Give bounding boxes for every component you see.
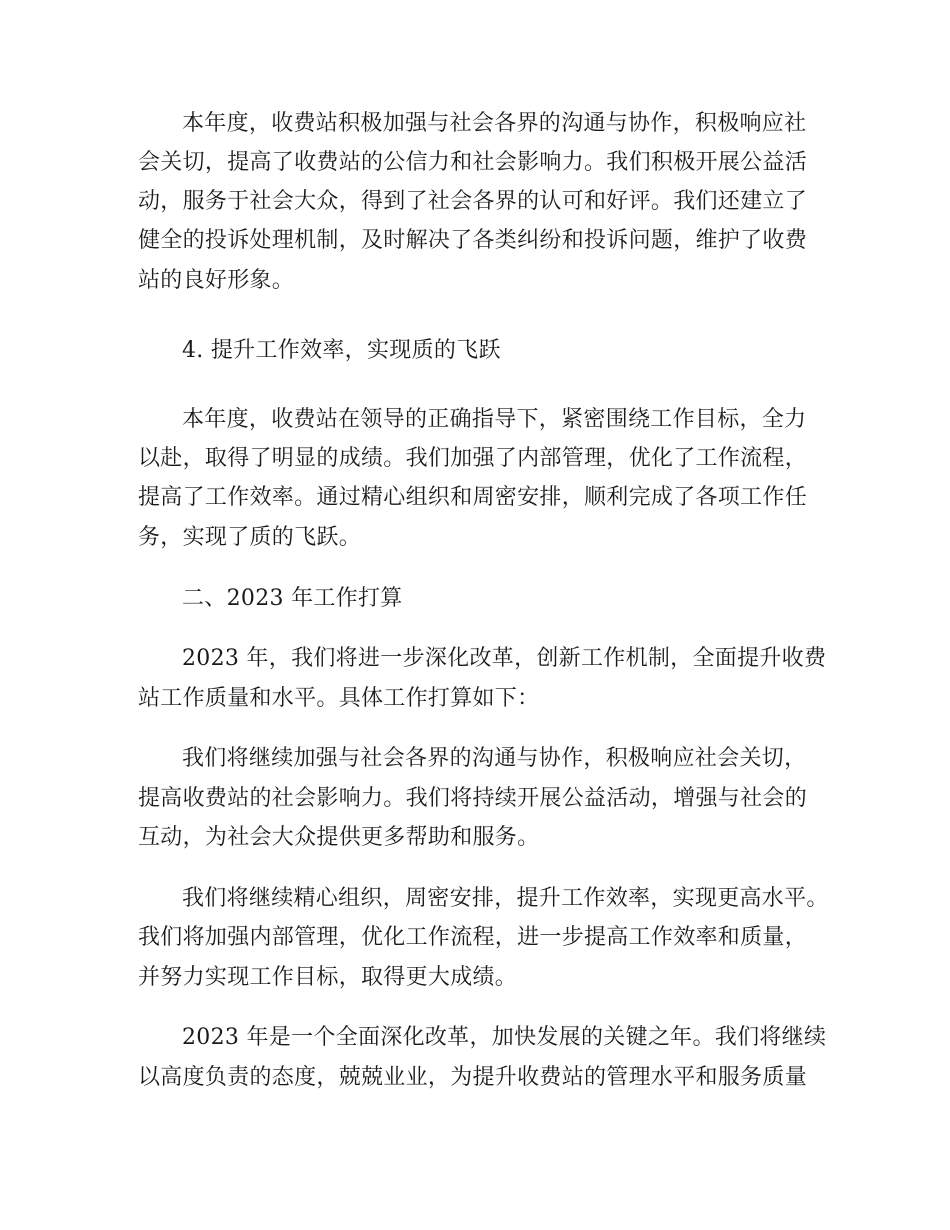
text-line: 我们将加强内部管理，优化工作流程，进一步提高工作效率和质量，	[138, 925, 808, 950]
text-line: 本年度，收费站积极加强与社会各界的沟通与协作，积极响应社	[182, 111, 807, 136]
text-line: 以高度负责的态度，兢兢业业，为提升收费站的管理水平和服务质量	[138, 1065, 808, 1090]
text-line: 会关切，提高了收费站的公信力和社会影响力。我们积极开展公益活	[138, 150, 808, 175]
text-line: 我们将继续精心组织，周密安排，提升工作效率，实现更高水平。	[182, 886, 829, 911]
text-line: 健全的投诉处理机制，及时解决了各类纠纷和投诉问题，维护了收费	[138, 228, 808, 253]
heading-line: 4. 提升工作效率，实现质的飞跃	[182, 338, 501, 363]
heading-line: 二、2023 年工作打算	[182, 586, 403, 611]
text-line: 提高收费站的社会影响力。我们将持续开展公益活动，增强与社会的	[138, 786, 808, 811]
text-line: 并努力实现工作目标，取得更大成绩。	[138, 965, 518, 990]
text-line: 以赴，取得了明显的成绩。我们加强了内部管理，优化了工作流程，	[138, 446, 808, 471]
text-line: 本年度，收费站在领导的正确指导下，紧密围绕工作目标，全力	[182, 407, 807, 432]
text-line: 站工作质量和水平。具体工作打算如下：	[138, 686, 540, 711]
text-line: 我们将继续加强与社会各界的沟通与协作，积极响应社会关切，	[182, 746, 807, 771]
text-line: 提高了工作效率。通过精心组织和周密安排，顺利完成了各项工作任	[138, 485, 808, 510]
text-line: 互动，为社会大众提供更多帮助和服务。	[138, 825, 540, 850]
text-line: 站的良好形象。	[138, 268, 295, 293]
text-line: 2023 年是一个全面深化改革，加快发展的关键之年。我们将继续	[182, 1025, 827, 1050]
text-line: 动，服务于社会大众，得到了社会各界的认可和好评。我们还建立了	[138, 189, 808, 214]
text-line: 2023 年，我们将进一步深化改革，创新工作机制，全面提升收费	[182, 646, 827, 671]
text-line: 务，实现了质的飞跃。	[138, 525, 362, 550]
